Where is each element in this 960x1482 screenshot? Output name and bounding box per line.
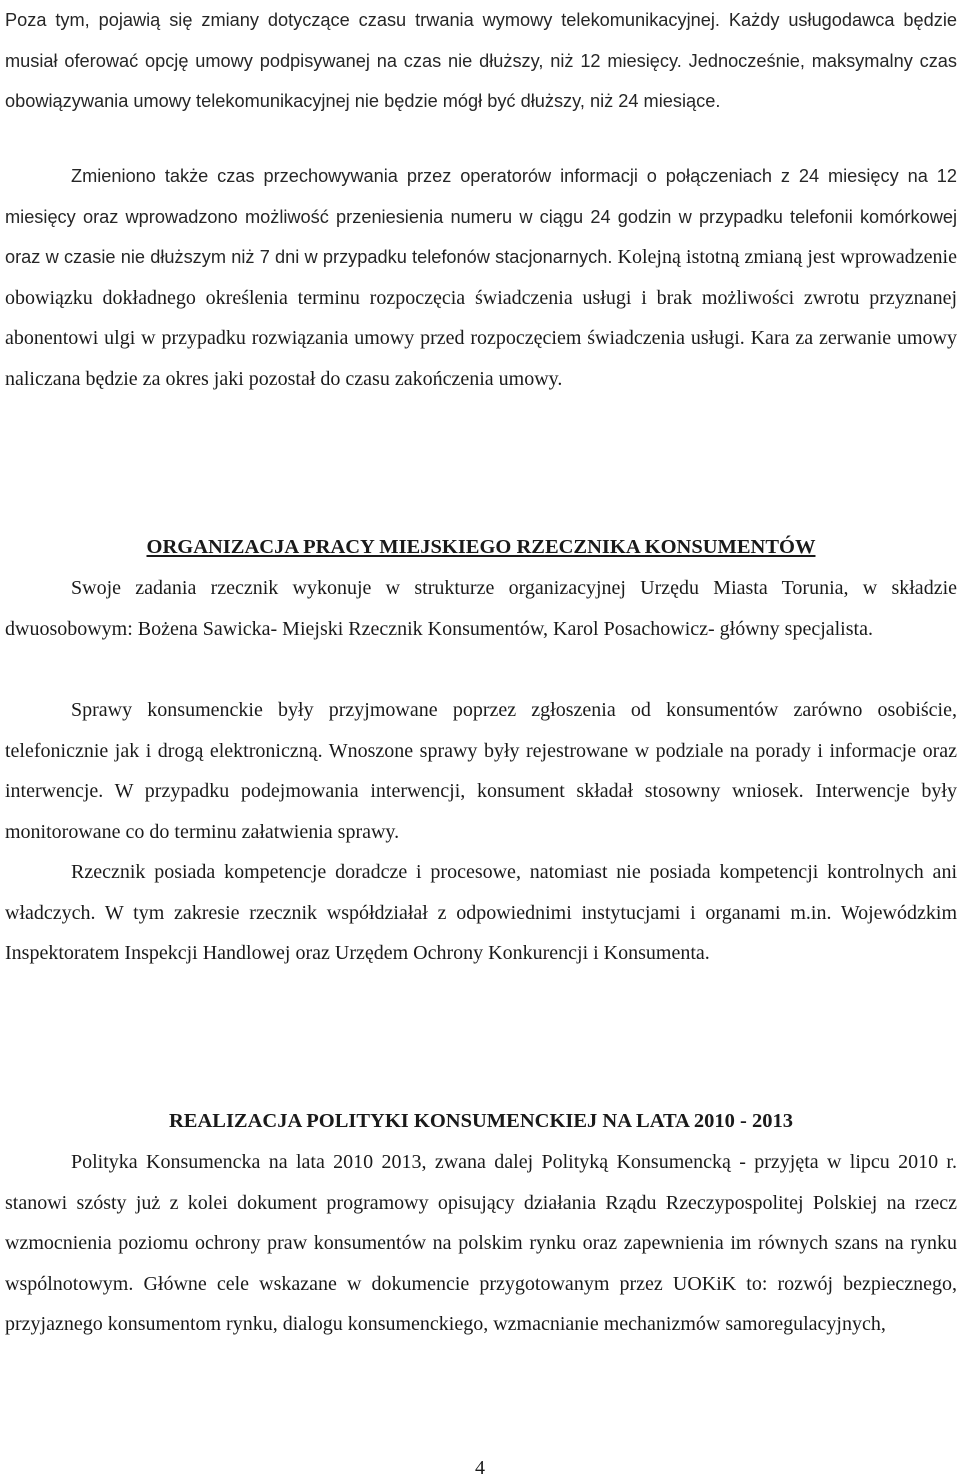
- section-heading-organizacja: ORGANIZACJA PRACY MIEJSKIEGO RZECZNIKA KONSUMENTÓW: [146, 536, 816, 558]
- paragraph-consumer-policy: Polityka Konsumencka na lata 2010 2013, zwana dalej Polityką Konsumencką - przyjęta w lipcu 2010 r. stanowi szósty już z kolei dokument programowy opisujący działania Rządu Rzeczypospolitej Polskiej na rzecz wzmocnienia poziomu ochrony praw konsumentów na polskim rynku oraz zapewnienia im równych szans na rynku wspólnotowym. Główne cele wskazane w dokumencie przygotowanym przez UOKiK to: rozwój bezpiecznego, przyjaznego konsumentom rynku, dialogu konsumenckiego, wzmacnianie mechanizmów samoregulacyjnych,: [5, 1151, 957, 1335]
- section-heading-realizacja: REALIZACJA POLITYKI KONSUMENCKIEJ NA LATA 2010 - 2013: [169, 1110, 793, 1132]
- page-number: 4: [475, 1457, 485, 1479]
- paragraph-case-intake: Sprawy konsumenckie były przyjmowane poprzez zgłoszenia od konsumentów zarówno osobiście, telefonicznie jak i drogą elektroniczną. Wnoszone sprawy były rejestrowane w podziale na porady i informacje oraz interwencje. W przypadku podejmowania interwencji, konsument składał stosowny wniosek. Interwencje były monitorowane co do terminu załatwienia sprawy.: [5, 699, 957, 843]
- paragraph-data-retention-and-number-porting: [5, 156, 957, 399]
- paragraph-organizational-structure: Swoje zadania rzecznik wykonuje w strukturze organizacyjnej Urzędu Miasta Torunia, w składzie dwuosobowym: Bożena Sawicka- Miejski Rzecznik Konsumentów, Karol Posachowicz- główny specjalista.: [5, 577, 957, 640]
- paragraph-competences: Rzecznik posiada kompetencje doradcze i procesowe, natomiast nie posiada kompetencji kontrolnych ani władczych. W tym zakresie rzecznik współdziałał z odpowiednimi instytucjami i organami m.in. Wojewódzkim Inspektoratem Inspekcji Handlowej oraz Urzędem Ochrony Konkurencji i Konsumenta.: [5, 861, 957, 964]
- paragraph-telecom-contract-duration: Poza tym, pojawią się zmiany dotyczące czasu trwania wymowy telekomunikacyjnej. Każdy usługodawca będzie musiał oferować opcję umowy podpisywanej na czas nie dłuższy, niż 12 miesięcy. Jednocześnie, maksymalny czas obowiązywania umowy telekomunikacyjnej nie będzie mógł być dłuższy, niż 24 miesiące.: [5, 10, 957, 111]
- paragraph-segment-sans: Zmieniono także czas przechowywania przez operatorów informacji o połączeniach z 24 miesięcy na 12 miesięcy oraz wprowadzono możliwość przeniesienia numeru w ciągu 24 godzin w przypadku telefonii komórkowej oraz w czasie nie dłuższym niż 7 dni w przypadku telefonów stacjonarnych.: [5, 166, 957, 267]
- paragraph-segment-serif: Kolejną istotną zmianą jest wprowadzenie obowiązku dokładnego określenia terminu rozpoczęcia świadczenia usługi i brak możliwości zwrotu przyznanej abonentowi ulgi w przypadku rozwiązania umowy przed rozpoczęciem świadczenia usługi. Kara za zerwanie umowy naliczana będzie za okres jaki pozostał do czasu zakończenia umowy.: [5, 246, 957, 390]
